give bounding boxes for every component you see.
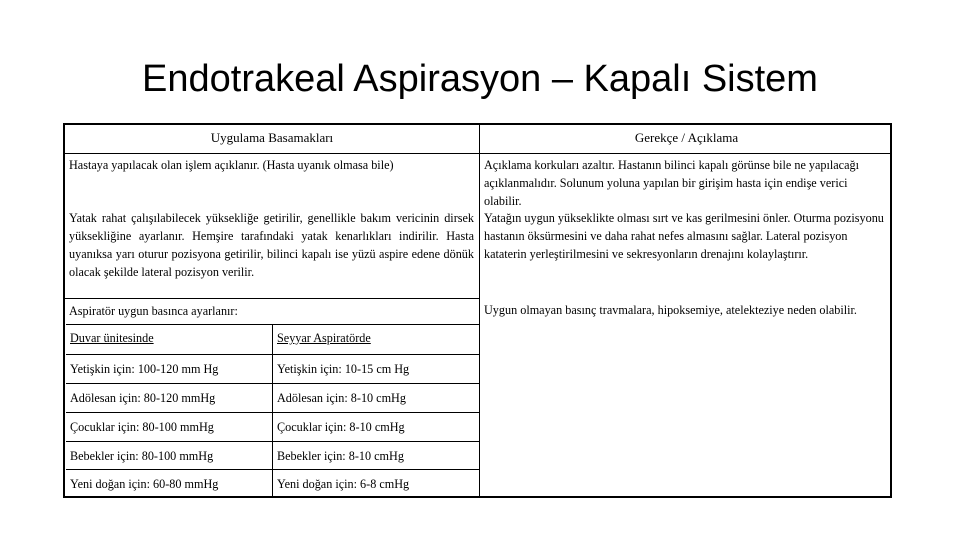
pressure-wall-adolescent: Adölesan için: 80-120 mmHg: [70, 391, 216, 405]
pressure-portable-adult: Yetişkin için: 10-15 cm Hg: [277, 362, 410, 376]
table-row: [66, 354, 479, 383]
pressure-portable-newborn: Yeni doğan için: 6-8 cmHg: [277, 477, 410, 491]
table-row: [66, 412, 479, 441]
pressure-header-wall: Duvar ünitesinde: [70, 331, 154, 345]
pressure-header-row: [66, 324, 479, 354]
header-rationale: Gerekçe / Açıklama: [634, 130, 739, 145]
step-set-pressure: Aspiratör uygun basınca ayarlanır:: [69, 304, 238, 318]
pressure-wall-children: Çocuklar için: 80-100 mmHg: [70, 420, 214, 434]
pressure-header-portable: Seyyar Aspiratörde: [277, 331, 371, 345]
column-divider: [479, 125, 480, 496]
table-header-row: [65, 125, 890, 154]
rationale-bed-position: Yatağın uygun yükseklikte olması sırt ve kas gerilmesini önler. Oturma pozisyonu hastanın öksürmesini ve daha rahat nefes almasını sağlar. Lateral pozisyon kataterin yerleştirilmesini ve sekresyonların drenajını kolaylaştırır.: [484, 211, 884, 261]
pressure-portable-adolescent: Adölesan için: 8-10 cmHg: [277, 391, 406, 405]
table-row: [66, 441, 479, 469]
rationale-set-pressure: Uygun olmayan basınç travmalara, hipoksemiye, atelekteziye neden olabilir.: [484, 303, 857, 317]
row-divider: [65, 298, 479, 299]
step-bed-position: Yatak rahat çalışılabilecek yüksekliğe getirilir, genellikle bakım vericinin dirsek yüksekliğine ayarlanır. Hemşire tarafındaki yatak kenarlıkları indirilir. Hasta uyanıksa yarı oturur pozisyona getirilir, bilinci kapalı ise yüzü aspire edene dönük olacak şekilde lateral pozisyon verilir.: [69, 211, 474, 279]
table-row: [66, 469, 479, 498]
step-explain-procedure: Hastaya yapılacak olan işlem açıklanır. (Hasta uyanık olmasa bile): [69, 158, 394, 172]
pressure-portable-infants: Bebekler için: 8-10 cmHg: [277, 449, 404, 463]
rationale-explain-procedure: Açıklama korkuları azaltır. Hastanın bilinci kapalı görünse bile ne yapılacağı açıklanmalıdır. Solunum yoluna yapılan bir girişim hasta için endişe verici olabilir.: [484, 158, 859, 208]
table-row: [66, 383, 479, 412]
pressure-wall-adult: Yetişkin için: 100-120 mm Hg: [70, 362, 219, 376]
pressure-wall-infants: Bebekler için: 80-100 mmHg: [70, 449, 214, 463]
header-steps: Uygulama Basamakları: [210, 130, 334, 145]
pressure-wall-newborn: Yeni doğan için: 60-80 mmHg: [70, 477, 219, 491]
pressure-table: [66, 324, 479, 498]
procedure-table: [63, 123, 892, 498]
page-title: Endotrakeal Aspirasyon – Kapalı Sistem: [142, 58, 818, 100]
pressure-portable-children: Çocuklar için: 8-10 cmHg: [277, 420, 405, 434]
